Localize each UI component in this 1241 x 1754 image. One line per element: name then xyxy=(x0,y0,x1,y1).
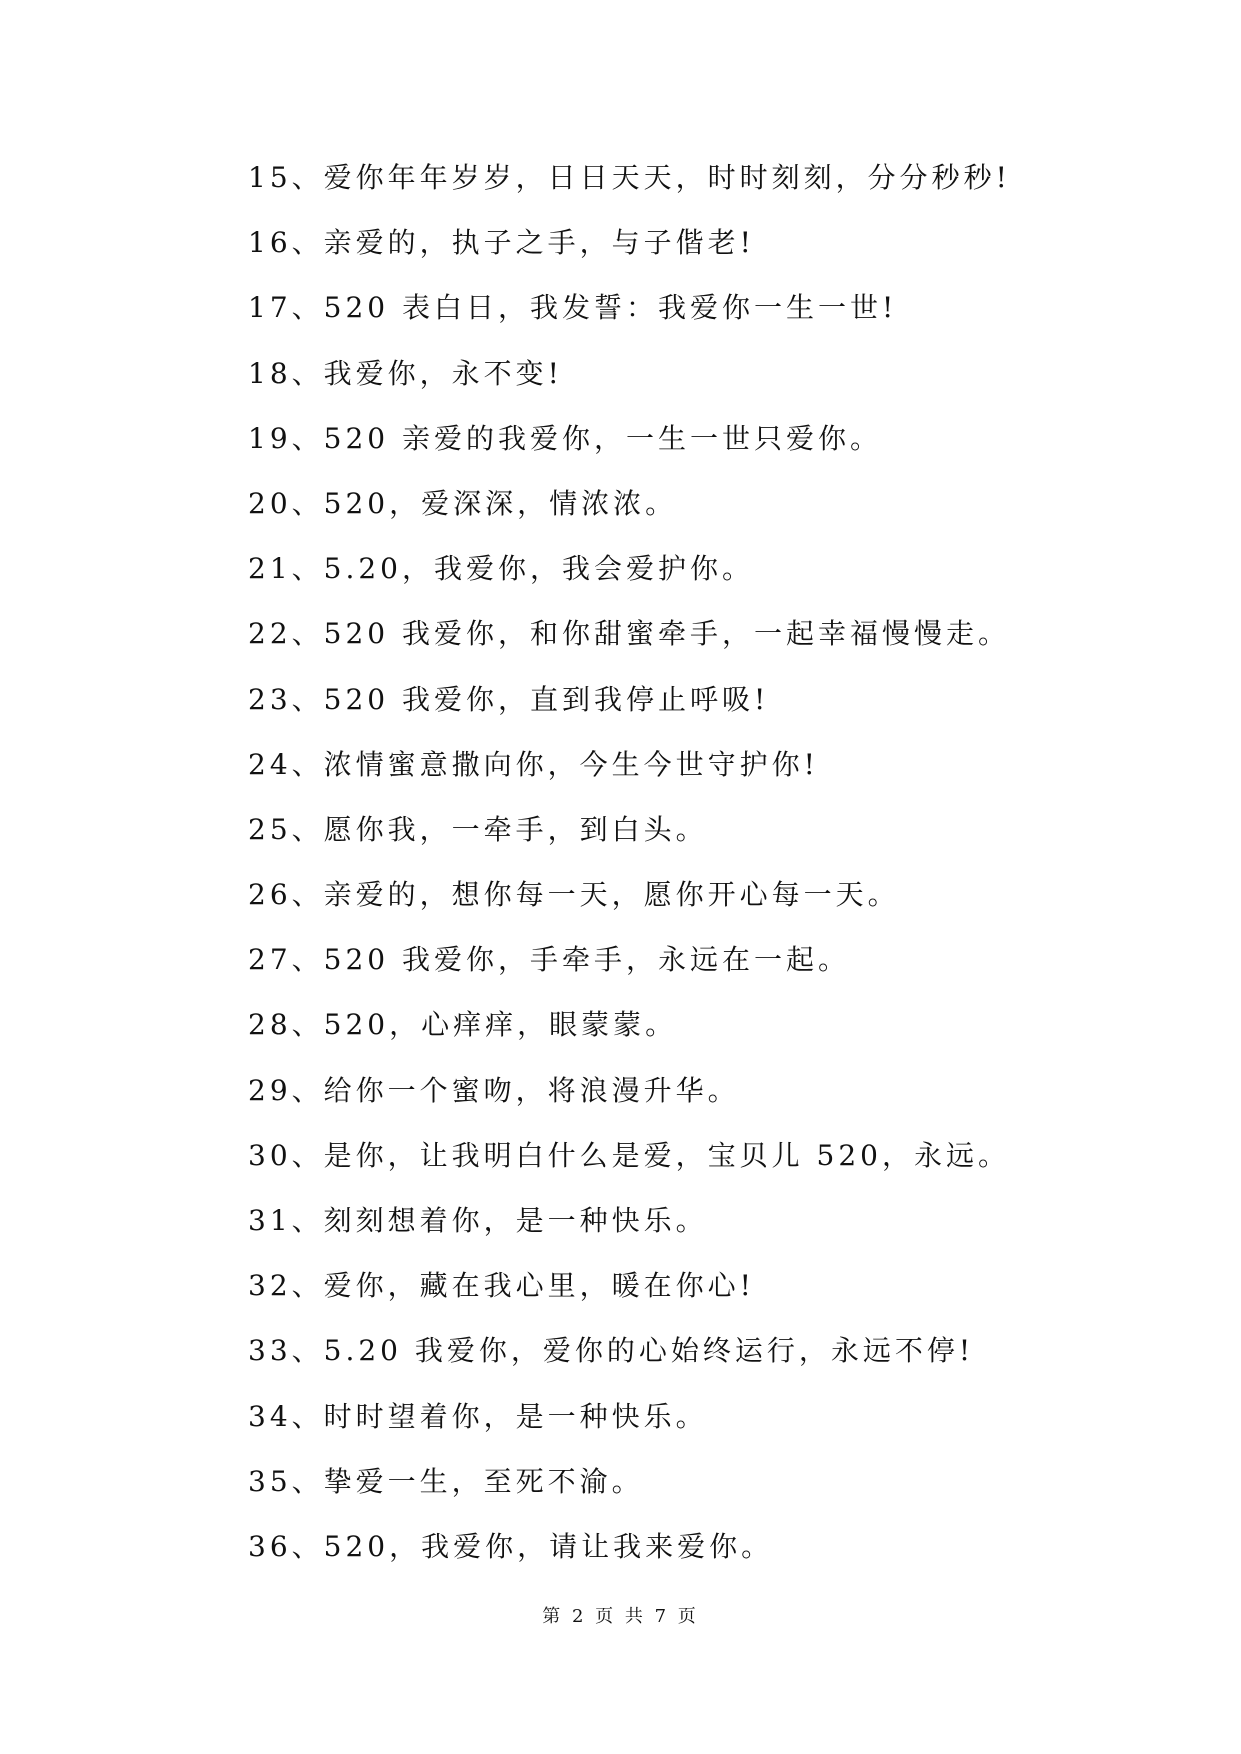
list-item: 28、520，心痒痒，眼蒙蒙。 xyxy=(248,1008,678,1042)
list-item: 26、亲爱的，想你每一天，愿你开心每一天。 xyxy=(248,878,900,912)
list-item: 22、520 我爱你，和你甜蜜牵手，一起幸福慢慢走。 xyxy=(248,617,1010,651)
list-item: 36、520，我爱你，请让我来爱你。 xyxy=(248,1529,774,1563)
list-item: 33、5.20 我爱你，爱你的心始终运行，永远不停! xyxy=(248,1334,975,1368)
list-item: 17、520 表白日，我发誓：我爱你一生一世! xyxy=(248,291,898,325)
list-item: 15、爱你年年岁岁，日日天天，时时刻刻，分分秒秒! xyxy=(248,161,1011,194)
list-item: 29、给你一个蜜吻，将浪漫升华。 xyxy=(248,1073,740,1107)
list-item: 27、520 我爱你，手牵手，永远在一起。 xyxy=(248,943,850,977)
list-item: 34、时时望着你，是一种快乐。 xyxy=(248,1399,708,1433)
list-item: 23、520 我爱你，直到我停止呼吸! xyxy=(248,682,770,716)
list-item: 35、挚爱一生，至死不渝。 xyxy=(248,1464,644,1498)
list-item: 16、亲爱的，执子之手，与子偕老! xyxy=(248,226,755,260)
list-item: 18、我爱你，永不变! xyxy=(248,356,563,390)
list-item: 25、愿你我，一牵手，到白头。 xyxy=(248,812,708,846)
list-item: 32、爱你，藏在我心里，暖在你心! xyxy=(248,1269,755,1303)
list-item: 31、刻刻想着你，是一种快乐。 xyxy=(248,1204,708,1237)
list-item: 21、5.20，我爱你，我会爱护你。 xyxy=(248,552,754,586)
page-number-footer: 第 2 页 共 7 页 xyxy=(542,1606,699,1627)
list-item: 30、是你，让我明白什么是爱，宝贝儿 520，永远。 xyxy=(248,1138,1010,1172)
list-item: 20、520，爱深深，情浓浓。 xyxy=(248,486,678,520)
message-list xyxy=(248,158,1011,1592)
list-item: 19、520 亲爱的我爱你，一生一世只爱你。 xyxy=(248,421,882,455)
list-item: 24、浓情蜜意撒向你，今生今世守护你! xyxy=(248,747,819,781)
